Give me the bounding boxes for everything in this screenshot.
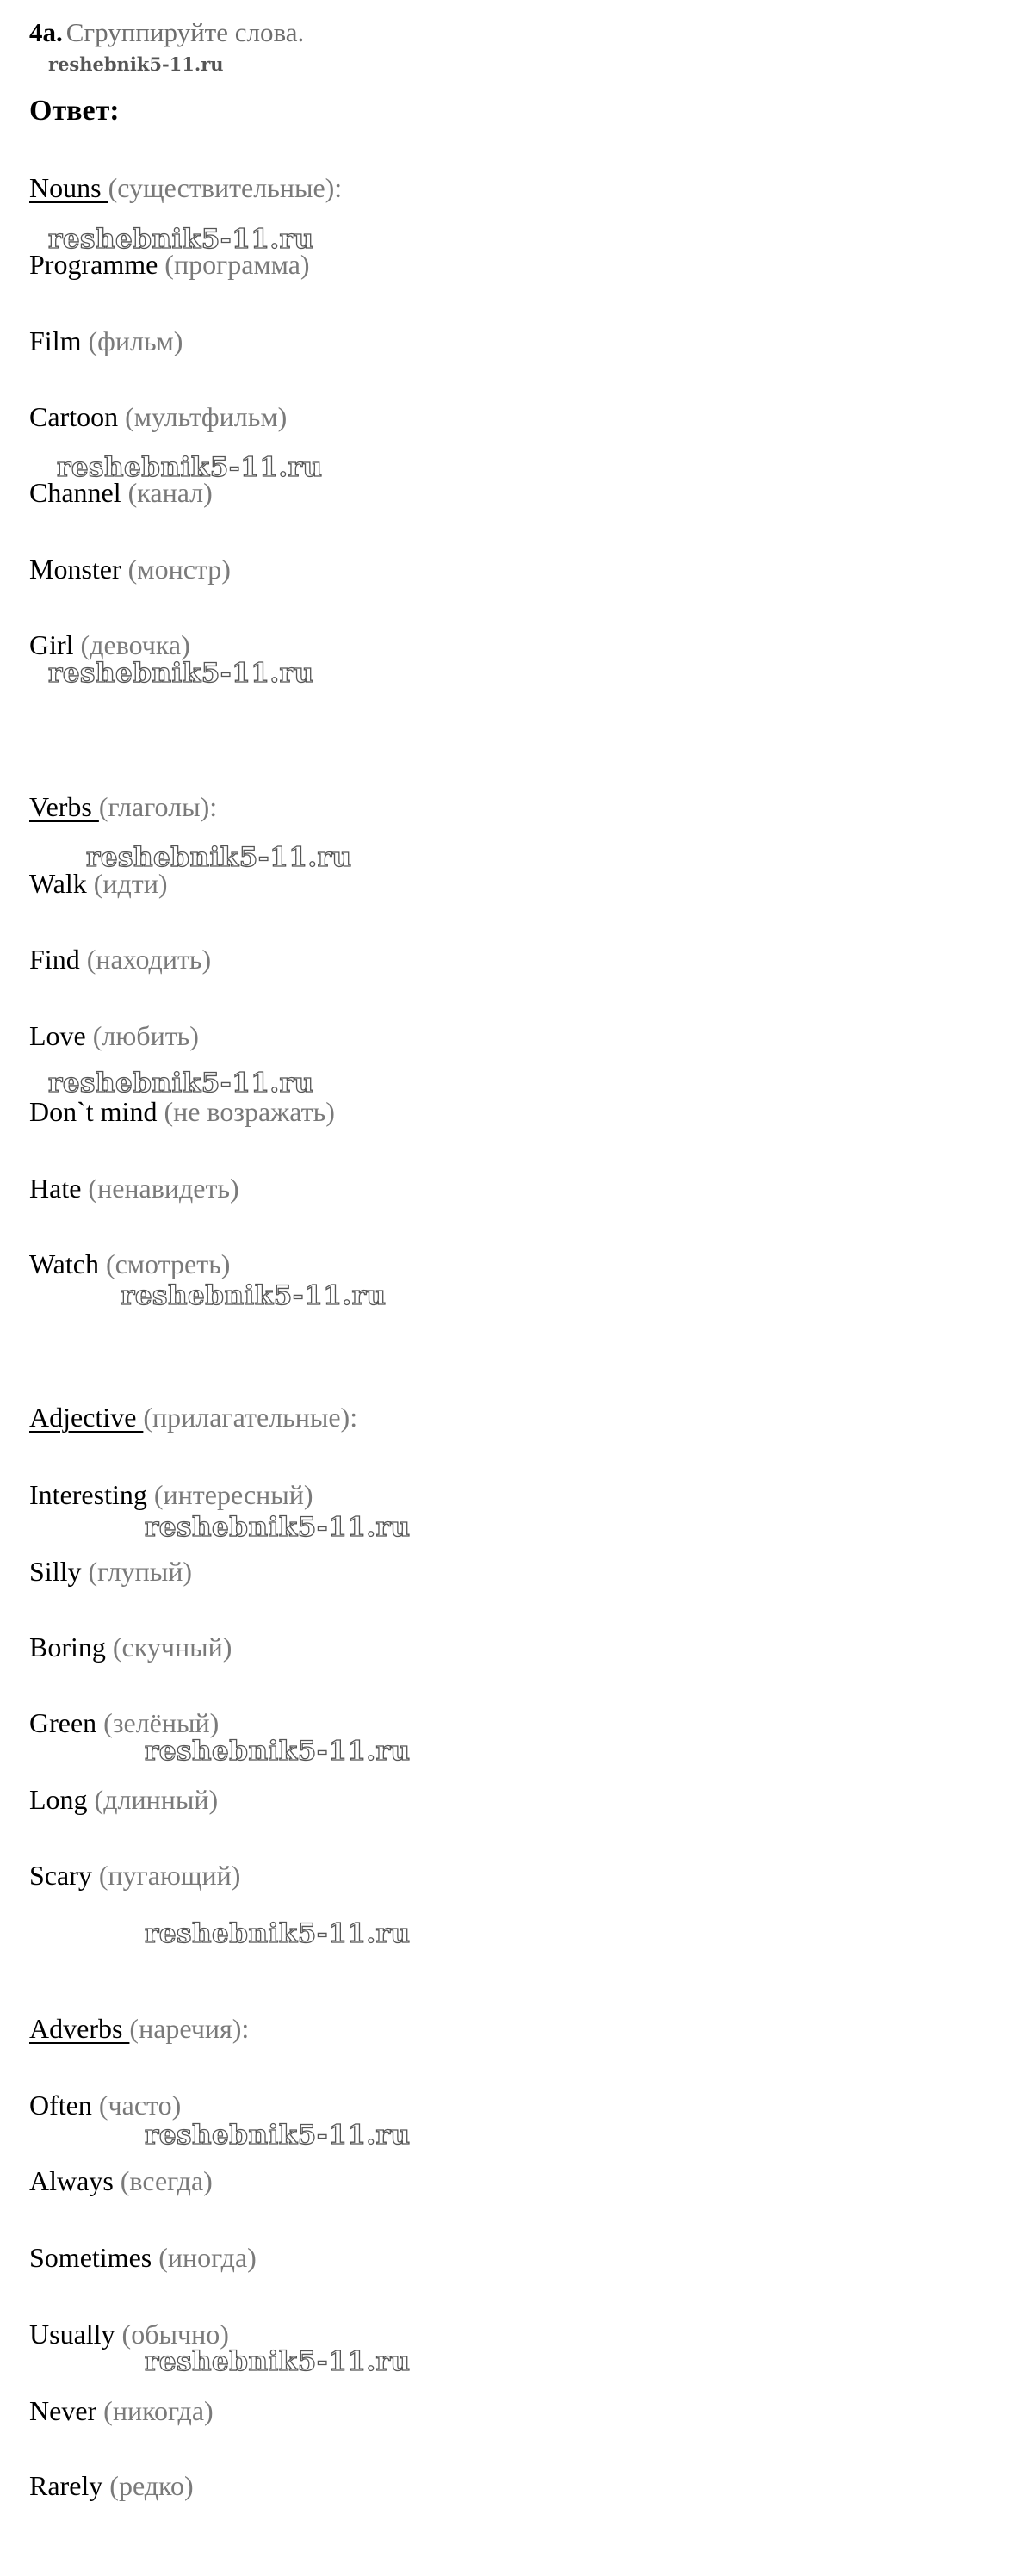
watermark: reshebnik5-11.ru xyxy=(48,658,314,689)
word-ru: (девочка) xyxy=(80,629,190,660)
word-en: Green xyxy=(29,1707,97,1738)
word-en: Always xyxy=(29,2165,114,2196)
word-en: Watch xyxy=(29,1248,99,1279)
list-item xyxy=(29,1247,230,1281)
word-ru: (часто) xyxy=(98,2090,182,2121)
watermark: reshebnik5-11.ru xyxy=(145,2346,411,2377)
watermark: reshebnik5-11.ru xyxy=(145,1918,411,1949)
word-ru: (ненавидеть) xyxy=(88,1173,239,1204)
watermark: reshebnik5-11.ru xyxy=(121,1280,387,1311)
section-header-ru: (наречия): xyxy=(129,2013,250,2044)
word-en: Silly xyxy=(29,1556,82,1587)
section-header-en: Verbs xyxy=(29,791,99,822)
word-en: Cartoon xyxy=(29,401,119,432)
word-ru: (смотреть) xyxy=(105,1248,231,1279)
list-item xyxy=(29,399,287,434)
list-item xyxy=(29,1554,192,1588)
list-item xyxy=(29,1858,240,1892)
list-item xyxy=(29,1782,218,1817)
word-en: Scary xyxy=(29,1860,92,1891)
word-ru: (длинный) xyxy=(94,1784,219,1815)
list-item xyxy=(29,2164,213,2198)
task-instruction: Сгруппируйте слова. xyxy=(65,17,305,47)
watermark: reshebnik5-11.ru xyxy=(145,1736,411,1767)
answer-label: Ответ: xyxy=(29,95,120,127)
word-ru: (фильм) xyxy=(88,325,183,356)
word-en: Usually xyxy=(29,2319,115,2350)
section-header-ru: (прилагательные): xyxy=(143,1402,358,1433)
word-ru: (идти) xyxy=(93,868,168,899)
list-item xyxy=(29,866,168,901)
list-item xyxy=(29,942,211,976)
watermark: reshebnik5-11.ru xyxy=(48,53,224,75)
watermark: reshebnik5-11.ru xyxy=(86,842,352,873)
word-en: Long xyxy=(29,1784,88,1815)
section-header-ru: (существительные): xyxy=(108,172,343,203)
word-ru: (не возражать) xyxy=(164,1096,335,1127)
word-ru: (любить) xyxy=(92,1020,199,1051)
word-en: Often xyxy=(29,2090,92,2121)
word-en: Find xyxy=(29,944,80,975)
section-header-en: Adverbs xyxy=(29,2013,130,2044)
list-item xyxy=(29,628,190,662)
word-ru: (никогда) xyxy=(103,2395,214,2426)
word-en: Rarely xyxy=(29,2470,103,2501)
task-number: 4a. xyxy=(29,17,63,47)
word-ru: (программа) xyxy=(164,249,310,280)
watermark: reshebnik5-11.ru xyxy=(48,1068,314,1099)
word-ru: (канал) xyxy=(127,477,213,508)
list-item xyxy=(29,1477,313,1512)
word-ru: (редко) xyxy=(109,2470,194,2501)
word-ru: (глупый) xyxy=(88,1556,192,1587)
word-en: Don`t mind xyxy=(29,1096,158,1127)
word-en: Walk xyxy=(29,868,87,899)
watermark: reshebnik5-11.ru xyxy=(145,2120,411,2151)
word-en: Monster xyxy=(29,554,121,585)
word-en: Hate xyxy=(29,1173,82,1204)
word-ru: (мультфильм) xyxy=(125,401,288,432)
list-item xyxy=(29,1706,219,1740)
word-ru: (пугающий) xyxy=(98,1860,241,1891)
section-header-en: Nouns xyxy=(29,172,108,203)
watermark: reshebnik5-11.ru xyxy=(145,1512,411,1543)
section-header-adverbs xyxy=(29,2011,249,2046)
word-ru: (иногда) xyxy=(158,2242,257,2273)
word-ru: (всегда) xyxy=(120,2165,213,2196)
word-ru: (интересный) xyxy=(153,1479,313,1510)
word-ru: (зелёный) xyxy=(103,1707,220,1738)
word-ru: (находить) xyxy=(86,944,212,975)
word-ru: (обычно) xyxy=(121,2319,229,2350)
word-en: Sometimes xyxy=(29,2242,152,2273)
word-en: Channel xyxy=(29,477,121,508)
section-header-nouns xyxy=(29,170,342,205)
section-header-adjectives xyxy=(29,1400,357,1434)
list-item xyxy=(29,1094,335,1129)
word-en: Never xyxy=(29,2395,97,2426)
section-header-ru: (глаголы): xyxy=(98,791,218,822)
list-item xyxy=(29,2393,214,2428)
word-ru: (монстр) xyxy=(127,554,231,585)
section-header-verbs xyxy=(29,790,217,824)
list-item xyxy=(29,2088,181,2122)
word-en: Film xyxy=(29,325,82,356)
list-item xyxy=(29,2317,229,2351)
list-item xyxy=(29,1171,239,1205)
list-item xyxy=(29,247,310,282)
list-item xyxy=(29,2240,257,2275)
word-en: Boring xyxy=(29,1632,106,1663)
list-item xyxy=(29,1019,199,1053)
list-item xyxy=(29,552,231,586)
word-en: Girl xyxy=(29,629,74,660)
list-item xyxy=(29,324,183,358)
task-heading xyxy=(29,17,304,48)
word-ru: (скучный) xyxy=(112,1632,232,1663)
watermark: reshebnik5-11.ru xyxy=(48,224,314,255)
watermark: reshebnik5-11.ru xyxy=(57,452,323,483)
list-item xyxy=(29,2468,194,2503)
word-en: Love xyxy=(29,1020,86,1051)
list-item xyxy=(29,1630,232,1664)
word-en: Programme xyxy=(29,249,158,280)
list-item xyxy=(29,475,213,510)
section-header-en: Adjective xyxy=(29,1402,144,1433)
word-en: Interesting xyxy=(29,1479,147,1510)
